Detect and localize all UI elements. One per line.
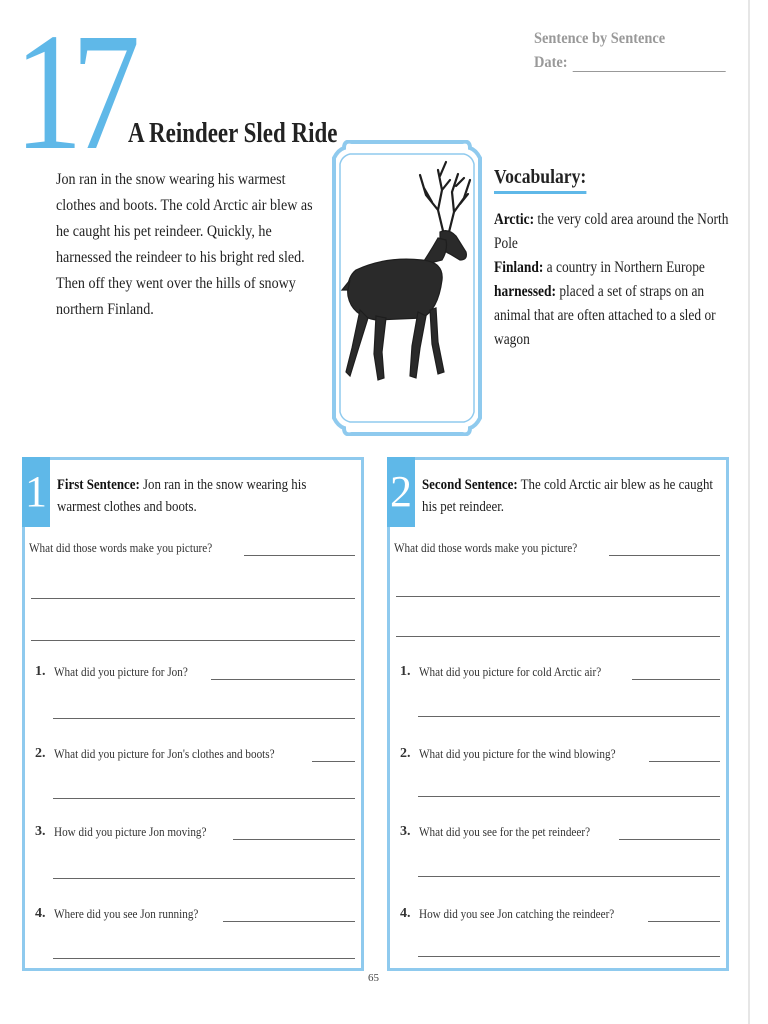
date-field[interactable] bbox=[573, 55, 726, 72]
vocabulary-heading: Vocabulary: bbox=[494, 165, 586, 194]
answer-line[interactable] bbox=[53, 878, 355, 879]
answer-line[interactable] bbox=[418, 796, 720, 797]
question-row: 1. What did you picture for cold Arctic air? bbox=[400, 664, 720, 680]
lesson-number: 17 bbox=[14, 0, 129, 185]
answer-line[interactable] bbox=[609, 543, 720, 556]
answer-line[interactable] bbox=[211, 667, 355, 680]
answer-line[interactable] bbox=[396, 636, 720, 637]
vocab-entry: Arctic: the very cold area around the North Pole bbox=[494, 211, 729, 252]
page-title: A Reindeer Sled Ride bbox=[128, 118, 338, 149]
picture-prompt: What did those words make you picture? bbox=[394, 540, 720, 556]
answer-line[interactable] bbox=[649, 749, 720, 762]
answer-line[interactable] bbox=[418, 716, 720, 717]
vocabulary-box bbox=[494, 165, 744, 352]
reindeer-illustration-frame bbox=[326, 140, 488, 436]
sentence-text: First Sentence: Jon ran in the snow wearing his warmest clothes and boots. bbox=[57, 477, 307, 515]
first-sentence-panel bbox=[22, 457, 364, 971]
answer-line[interactable] bbox=[31, 640, 355, 641]
picture-prompt: What did those words make you picture? bbox=[29, 540, 355, 556]
answer-line[interactable] bbox=[312, 749, 355, 762]
answer-line[interactable] bbox=[53, 798, 355, 799]
answer-line[interactable] bbox=[418, 956, 720, 957]
story-paragraph: Jon ran in the snow wearing his warmest clothes and boots. The cold Arctic air blew as he caught his pet reindeer. Quickly, he harnessed the reindeer to his bright red sled. Then off they went over the hills of snowy northern Finland. bbox=[56, 171, 313, 318]
panel-number-badge: 2 bbox=[387, 457, 415, 527]
series-title: Sentence by Sentence bbox=[534, 30, 666, 47]
question-row: 4. How did you see Jon catching the reindeer? bbox=[400, 906, 720, 922]
answer-line[interactable] bbox=[244, 543, 355, 556]
answer-line[interactable] bbox=[233, 827, 355, 840]
panel-number-badge: 1 bbox=[22, 457, 50, 527]
page-spine-shadow bbox=[748, 0, 750, 1024]
answer-line[interactable] bbox=[619, 827, 720, 840]
answer-line[interactable] bbox=[53, 718, 355, 719]
question-row: 1. What did you picture for Jon? bbox=[35, 664, 355, 680]
date-row bbox=[534, 54, 726, 72]
answer-line[interactable] bbox=[53, 958, 355, 959]
sentence-text: Second Sentence: The cold Arctic air blew as he caught his pet reindeer. bbox=[422, 477, 714, 515]
date-label: Date: bbox=[534, 54, 568, 71]
page-number: 65 bbox=[368, 972, 379, 984]
answer-line[interactable] bbox=[632, 667, 720, 680]
answer-line[interactable] bbox=[648, 909, 720, 922]
question-row: 2. What did you picture for Jon's clothes and boots? bbox=[35, 746, 355, 762]
answer-line[interactable] bbox=[396, 596, 720, 597]
question-row: 3. How did you picture Jon moving? bbox=[35, 824, 355, 840]
answer-line[interactable] bbox=[223, 909, 355, 922]
answer-line[interactable] bbox=[418, 876, 720, 877]
question-row: 2. What did you picture for the wind blowing? bbox=[400, 746, 720, 762]
answer-line[interactable] bbox=[31, 598, 355, 599]
vocab-entry: Finland: a country in Northern Europe bbox=[494, 259, 705, 276]
vocab-entry: harnessed: placed a set of straps on an animal that are often attached to a sled or wagon bbox=[494, 283, 716, 348]
question-row: 3. What did you see for the pet reindeer? bbox=[400, 824, 720, 840]
question-row: 4. Where did you see Jon running? bbox=[35, 906, 355, 922]
worksheet-header bbox=[534, 30, 726, 72]
second-sentence-panel bbox=[387, 457, 729, 971]
